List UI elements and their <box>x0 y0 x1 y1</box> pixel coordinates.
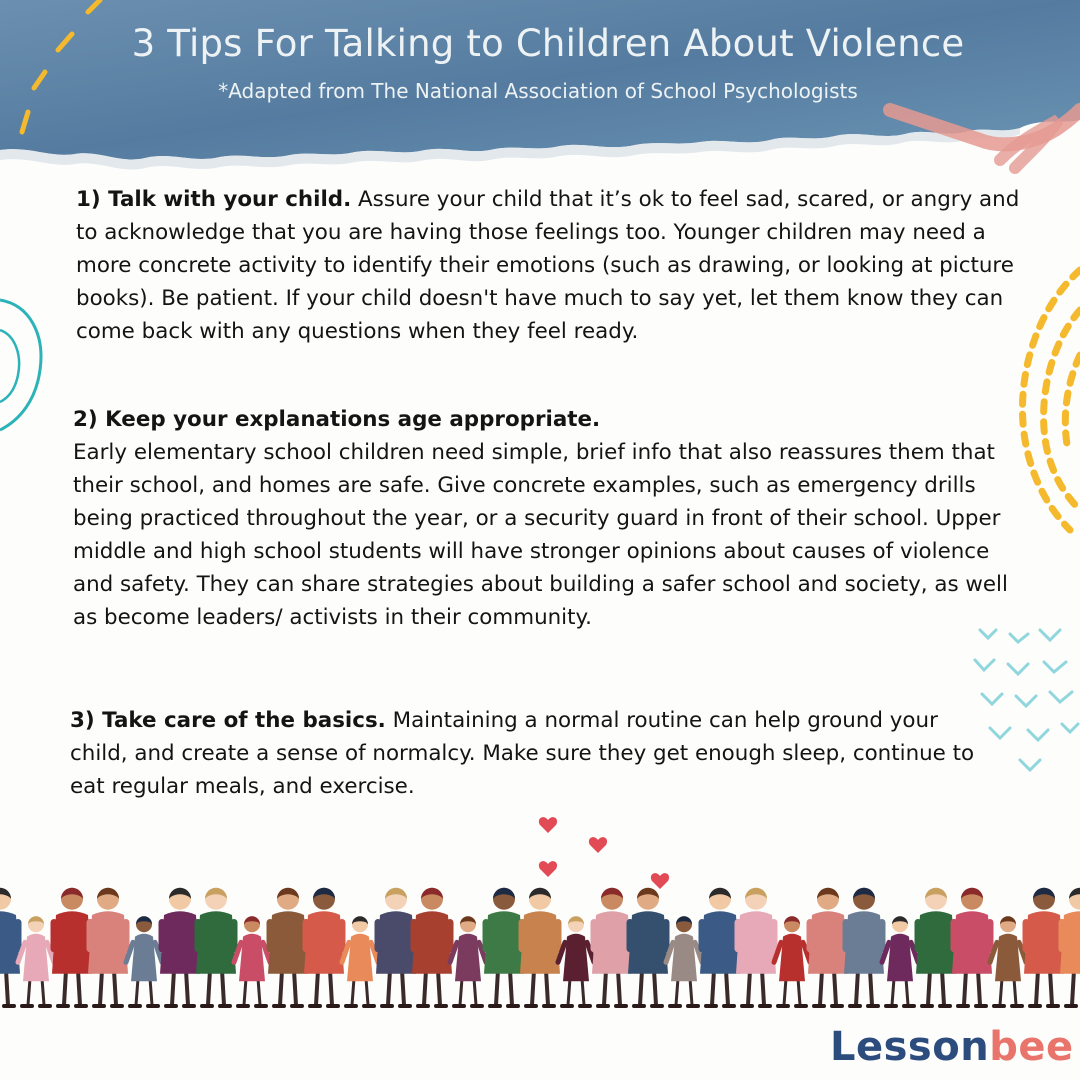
person-figure <box>558 916 594 1006</box>
person-figure <box>916 888 956 1006</box>
tip-1-body: Assure your child that it’s ok to feel sad, scared, or angry and to acknowledge that you are having those feelings too. Younger children may need a more concrete activity to identify their emotions (such as drawing, or looking at picture books). Be patient. If your child doesn't have much to say yet, let them know they can come back with any questions when they feel ready. <box>76 187 1020 344</box>
person-figure <box>1060 888 1080 1006</box>
person-figure <box>196 888 236 1006</box>
person-figure <box>88 888 128 1006</box>
pink-brush-stroke-decoration <box>880 90 1080 180</box>
person-figure <box>412 888 452 1006</box>
person-figure <box>234 916 270 1006</box>
tip-3-body: Maintaining a normal routine can help ground your child, and create a sense of normalcy. Make sure they get enough sleep, continue to eat regular meals, and exercise. <box>70 708 975 799</box>
tip-2-heading: 2) Keep your explanations age appropriate. <box>73 407 601 432</box>
crowd-illustration <box>0 810 1080 1025</box>
person-figure <box>304 888 344 1006</box>
person-figure <box>126 916 162 1006</box>
person-figure <box>450 916 486 1006</box>
person-figure <box>484 888 524 1006</box>
person-figure <box>52 888 92 1006</box>
hearts-decoration <box>539 817 669 889</box>
person-figure <box>882 916 918 1006</box>
tip-3 <box>70 704 1000 803</box>
tip-2 <box>73 403 1018 634</box>
person-figure <box>18 916 54 1006</box>
person-figure <box>160 888 200 1006</box>
teal-circle-decoration <box>0 290 50 440</box>
person-figure <box>952 888 992 1006</box>
tip-1-heading: 1) Talk with your child. <box>76 187 352 212</box>
tip-2-body: Early elementary school children need simple, brief info that also reassures them that their school, and homes are safe. Give concrete examples, such as emergency drills being practiced throughout the year, or a security guard in front of their school. Upper middle and high school students will have stronger opinions about causes of violence and safety. They can share strategies about building a safer school and society, as well as become leaders/ activists in their community. <box>73 440 1008 630</box>
page-title: 3 Tips For Talking to Children About Violence <box>131 22 965 65</box>
person-figure <box>700 888 740 1006</box>
person-figure <box>520 888 560 1006</box>
person-figure <box>774 916 810 1006</box>
person-figure <box>342 916 378 1006</box>
person-figure <box>628 888 668 1006</box>
tip-3-heading: 3) Take care of the basics. <box>70 708 386 733</box>
person-figure <box>592 888 632 1006</box>
page-subtitle: *Adapted from The National Association of School Psychologists <box>218 79 858 103</box>
person-figure <box>1024 888 1064 1006</box>
person-figure <box>376 888 416 1006</box>
person-figure <box>0 888 20 1006</box>
person-figure <box>736 888 776 1006</box>
lessonbee-logo: Lessonbee <box>830 1024 1074 1070</box>
person-figure <box>268 888 308 1006</box>
person-figure <box>808 888 848 1006</box>
person-figure <box>990 916 1026 1006</box>
person-figure <box>844 888 884 1006</box>
person-figure <box>666 916 702 1006</box>
tip-1 <box>76 183 1021 348</box>
